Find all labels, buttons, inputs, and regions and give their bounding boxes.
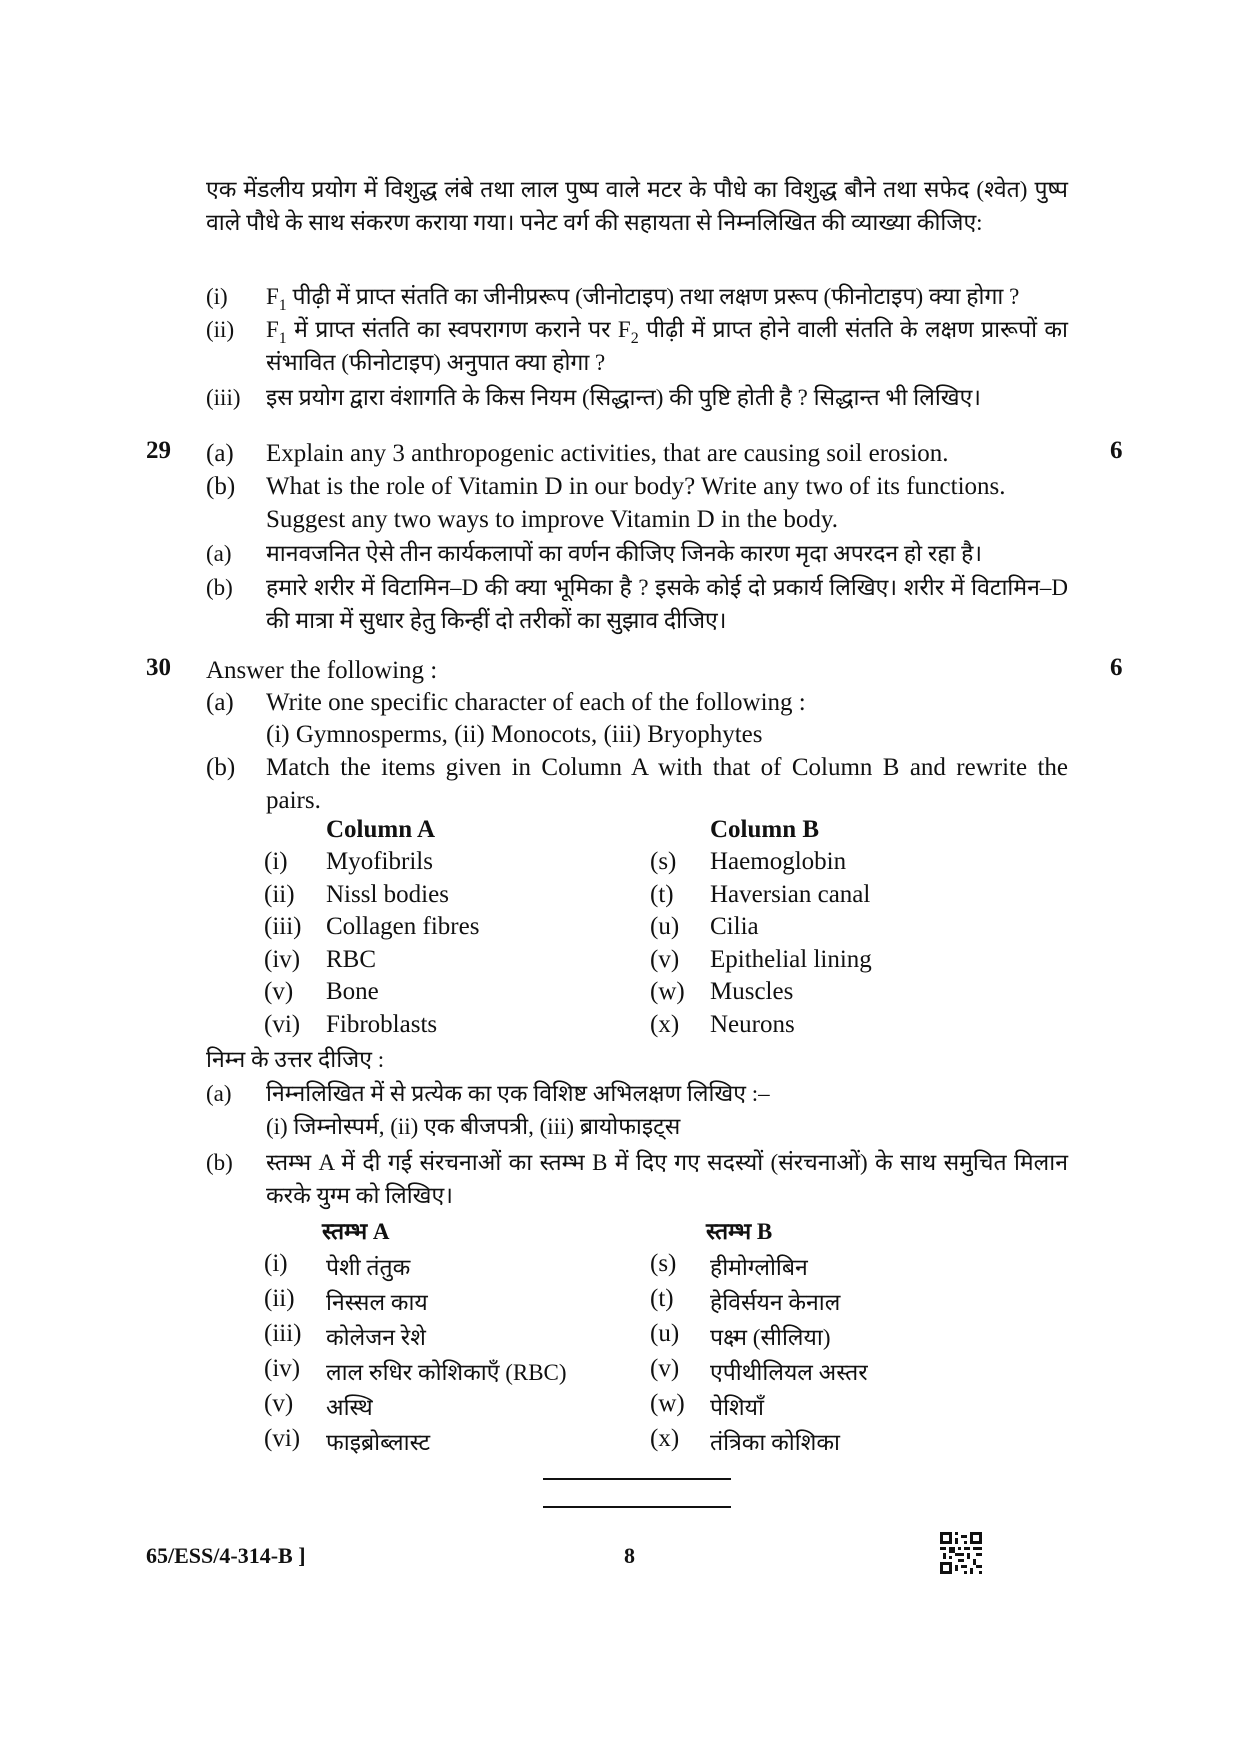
item-text: निम्नलिखित में से प्रत्येक का एक विशिष्ट अभिलक्षण लिखिए :–	[266, 1081, 770, 1106]
col-b-item: पेशियाँ	[710, 1395, 764, 1420]
item-text: Match the items given in Column A with that of Column B and rewrite the pairs.	[266, 754, 1068, 814]
col-b-item: पक्ष्म (सीलिया)	[710, 1325, 831, 1350]
col-a-label: (ii)	[264, 1285, 295, 1312]
col-b-label: (v)	[650, 946, 680, 973]
paper-code: 65/ESS/4-314-B ]	[146, 1543, 306, 1568]
item-text: $F_1$ पीढ़ी में प्राप्त संतति का जीनीप्ररूप (जीनोटाइप) तथा लक्षण प्ररूप (फीनोटाइप) क्या होगा ?	[266, 284, 1020, 314]
item-text: (i) जिम्नोस्पर्म, (ii) एक बीजपत्री, (iii) ब्रायोफाइट्स	[266, 1114, 681, 1139]
item-label: (b)	[206, 1150, 233, 1175]
col-a-item: Myofibrils	[326, 848, 433, 875]
col-a-label: (i)	[264, 1250, 288, 1277]
col-b-item: Haemoglobin	[710, 848, 847, 875]
item-label: (b)	[206, 754, 236, 781]
col-b-item: Muscles	[710, 978, 794, 1005]
col-b-item: तंत्रिका कोशिका	[710, 1430, 840, 1455]
col-b-item: Neurons	[710, 1011, 795, 1038]
hi-column-a-heading: स्तम्भ A	[322, 1219, 390, 1244]
item-label: (a)	[206, 541, 232, 566]
col-b-label: (x)	[650, 1425, 680, 1452]
item-label: (ii)	[206, 317, 235, 342]
col-a-label: (iii)	[264, 913, 302, 940]
col-a-label: (vi)	[264, 1425, 301, 1452]
col-a-label: (iv)	[264, 1355, 301, 1382]
col-a-label: (vi)	[264, 1011, 301, 1038]
item-text: इस प्रयोग द्वारा वंशागति के किस नियम (सिद्धान्त) की पुष्टि होती है ? सिद्धान्त भी लिखिए।	[266, 385, 982, 410]
col-a-item: RBC	[326, 946, 377, 973]
column-b-heading: Column B	[710, 816, 820, 843]
col-a-item: कोलेजन रेशे	[326, 1325, 426, 1350]
end-divider-top	[543, 1478, 731, 1480]
col-b-item: एपीथीलियल अस्तर	[710, 1360, 868, 1385]
col-b-item: Haversian canal	[710, 881, 871, 908]
item-text: मानवजनित ऐसे तीन कार्यकलापों का वर्णन कीजिए जिनके कारण मृदा अपरदन हो रहा है।	[266, 541, 983, 566]
question-marks-30: 6	[1110, 654, 1123, 681]
col-b-label: (t)	[650, 881, 674, 908]
question-marks-29: 6	[1110, 437, 1123, 464]
question-number-30: 30	[146, 654, 171, 681]
question-number-29: 29	[146, 437, 171, 464]
col-b-label: (u)	[650, 913, 680, 940]
col-b-label: (v)	[650, 1355, 680, 1382]
col-b-label: (x)	[650, 1011, 680, 1038]
col-a-item: Bone	[326, 978, 379, 1005]
item-label: (i)	[206, 284, 228, 309]
item-text: स्तम्भ A में दी गई संरचनाओं का स्तम्भ B में दिए गए सदस्यों (संरचनाओं) के साथ समुचित मिलान करके युग्म को लिखिए।	[266, 1150, 1068, 1208]
item-text: $F_1$ में प्राप्त संतति का स्वपरागण कराने पर $F_2$ पीढ़ी में प्राप्त होने वाली संतति के लक्षण प्रारूपों का संभावित (फीनोटाइप) अनुपात क्या होगा ?	[266, 317, 1069, 375]
item-label: (b)	[206, 473, 236, 500]
col-b-label: (s)	[650, 848, 677, 875]
col-a-label: (iii)	[264, 1320, 302, 1347]
column-a-heading: Column A	[326, 816, 436, 843]
qr-code-icon	[940, 1532, 982, 1574]
item-label: (a)	[206, 689, 234, 716]
item-label: (b)	[206, 575, 233, 600]
col-a-item: अस्थि	[326, 1395, 373, 1420]
col-a-label: (iv)	[264, 946, 301, 973]
col-b-label: (u)	[650, 1320, 680, 1347]
item-text: हमारे शरीर में विटामिन–D की क्या भूमिका है ? इसके कोई दो प्रकार्य लिखिए। शरीर में विटामिन–D की मात्रा में सुधार हेतु किन्हीं दो तरीकों का सुझाव दीजिए।	[266, 575, 1068, 633]
item-text: (i) Gymnosperms, (ii) Monocots, (iii) Bryophytes	[266, 721, 763, 748]
col-b-item: हेविर्सयन केनाल	[710, 1290, 841, 1315]
col-b-item: Epithelial lining	[710, 946, 872, 973]
col-a-label: (v)	[264, 978, 294, 1005]
col-a-item: Nissl bodies	[326, 881, 449, 908]
col-b-label: (s)	[650, 1250, 677, 1277]
col-a-label: (i)	[264, 848, 288, 875]
col-b-label: (w)	[650, 1390, 685, 1417]
col-b-label: (w)	[650, 978, 685, 1005]
col-b-item: Cilia	[710, 913, 759, 940]
col-a-item: Fibroblasts	[326, 1011, 438, 1038]
item-label: (a)	[206, 440, 234, 467]
col-a-item: फाइब्रोब्लास्ट	[326, 1430, 431, 1455]
heading-text: Answer the following :	[206, 657, 438, 684]
col-a-item: लाल रुधिर कोशिकाएँ (RBC)	[326, 1360, 567, 1385]
item-text: Write one specific character of each of the following :	[266, 689, 806, 716]
col-b-item: हीमोग्लोबिन	[710, 1255, 808, 1280]
col-a-item: Collagen fibres	[326, 913, 480, 940]
col-a-label: (v)	[264, 1390, 294, 1417]
item-text: What is the role of Vitamin D in our body? Write any two of its functions. Suggest any two ways to improve Vitamin D in the body.	[266, 473, 1006, 533]
heading-text: निम्न के उत्तर दीजिए :	[206, 1047, 385, 1072]
item-label: (a)	[206, 1081, 232, 1106]
end-divider-bottom	[543, 1506, 731, 1508]
page-number: 8	[624, 1543, 635, 1568]
item-text: Explain any 3 anthropogenic activities, that are causing soil erosion.	[266, 440, 949, 467]
col-a-item: पेशी तंतुक	[326, 1255, 411, 1280]
col-b-label: (t)	[650, 1285, 674, 1312]
col-a-item: निस्सल काय	[326, 1290, 428, 1315]
hi-column-b-heading: स्तम्भ B	[706, 1219, 773, 1244]
intro-paragraph: एक मेंडलीय प्रयोग में विशुद्ध लंबे तथा लाल पुष्प वाले मटर के पौधे का विशुद्ध बौने तथा सफेद (श्वेत) पुष्प वाले पौधे के साथ संकरण कराया गया। पनेट वर्ग की सहायता से निम्नलिखित की व्याख्या कीजिए:	[206, 177, 1068, 235]
item-label: (iii)	[206, 385, 241, 410]
col-a-label: (ii)	[264, 881, 295, 908]
